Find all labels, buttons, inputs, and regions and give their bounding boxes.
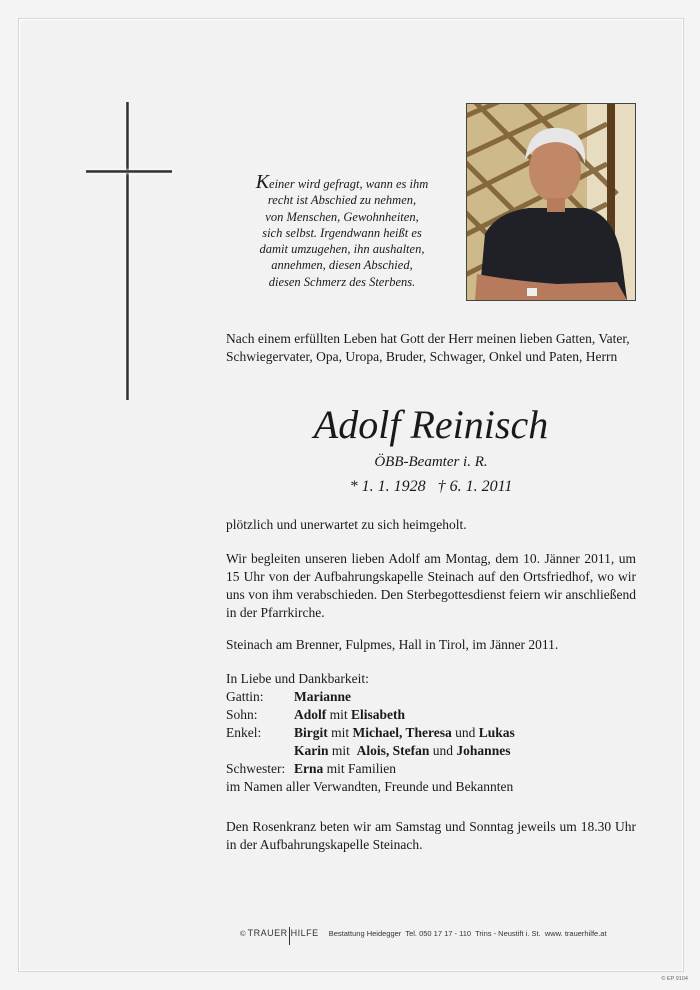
relative-name: Karin: [294, 743, 329, 758]
connector-text: und: [432, 743, 454, 758]
relative-name: Michael, Theresa: [352, 725, 452, 740]
family-row-sister: [226, 760, 636, 778]
deceased-occupation: ÖBB-Beamter i. R.: [374, 454, 488, 470]
family-row-grandchildren-2: [226, 742, 636, 760]
connector-text: mit: [331, 725, 350, 740]
portrait-photo: [466, 103, 636, 301]
relative-name: Erna: [294, 761, 324, 776]
connector-text: mit Familien: [326, 761, 397, 776]
quote-line: von Menschen, Gewohnheiten,: [265, 209, 419, 224]
family-list: [226, 670, 636, 796]
quote-initial: K: [255, 171, 270, 193]
quote-line: sich selbst. Irgendwann heißt es: [262, 225, 422, 240]
copyright-symbol: ©: [240, 929, 246, 938]
family-row-son: [226, 706, 636, 724]
intro-text: Nach einem erfüllten Leben hat Gott der Herr meinen lieben Gatten, Vater, Schwiegervater, Opa, Uropa, Bruder, Schwager, Onkel und Paten, Herrn: [226, 331, 630, 364]
relation-label: Sohn:: [226, 707, 258, 722]
deceased-name: Adolf Reinisch: [313, 402, 549, 447]
relation-label: Gattin:: [226, 689, 264, 704]
family-row-grandchildren: [226, 724, 636, 742]
connector-text: mit: [329, 707, 348, 722]
connector-text: mit: [331, 743, 350, 758]
relative-name: Lukas: [478, 725, 515, 740]
relative-name: Birgit: [294, 725, 328, 740]
footer-details: Bestattung Heidegger Tel. 050 17 17 - 110 Trins - Neustift i. St. www. trauerhilfe.at: [328, 929, 607, 938]
quote-line: annehmen, diesen Abschied,: [271, 258, 413, 273]
relative-name: Alois, Stefan: [356, 743, 430, 758]
relative-name: Marianne: [294, 689, 351, 704]
relation-label: Enkel:: [226, 725, 262, 740]
quote-line: diesen Schmerz des Sterbens.: [268, 274, 416, 289]
quote-line: recht ist Abschied zu nehmen,: [267, 193, 417, 208]
quote-line: damit umzugehen, ihn aushalten,: [259, 242, 425, 257]
cross-icon: [126, 102, 129, 400]
quote-first-line: einer wird gefragt, wann es ihm: [269, 177, 429, 191]
reference-code: © EP 9104: [661, 976, 688, 982]
memorial-quote: [228, 171, 456, 290]
family-heading: In Liebe und Dankbarkeit:: [226, 671, 369, 686]
funeral-text: Wir begleiten unseren lieben Adolf am Montag, dem 10. Jänner 2011, um 15 Uhr von der Aufbahrungskapelle Steinach auf den Ortsfriedhof, wo wir uns von ihm verabschieden. Den Sterbegottesdienst feiern wir anschließend in der Pfarrkirche.: [226, 551, 636, 620]
family-closing: im Namen aller Verwandten, Freunde und Bekannten: [226, 779, 514, 794]
relative-name: Adolf: [294, 707, 327, 722]
portrait-illustration: [467, 104, 635, 300]
place-date-text: Steinach am Brenner, Fulpmes, Hall in Tirol, im Jänner 2011.: [226, 637, 559, 652]
life-dates: * 1. 1. 1928 † 6. 1. 2011: [349, 478, 513, 495]
relative-name: Johannes: [456, 743, 511, 758]
footer: [240, 927, 640, 945]
connector-text: und: [455, 725, 476, 740]
rosary-text: Den Rosenkranz beten wir am Samstag und Sonntag jeweils um 18.30 Uhr in der Aufbahrungskapelle Steinach.: [226, 819, 636, 852]
relation-label: Schwester:: [226, 761, 286, 776]
trauerhilfe-logo: TRAUER HILFE: [248, 928, 319, 938]
sudden-death-text: plötzlich und unerwartet zu sich heimgeholt.: [226, 517, 467, 532]
cross-beam: [86, 170, 172, 173]
family-row-wife: [226, 688, 636, 706]
relative-name: Elisabeth: [351, 707, 406, 722]
